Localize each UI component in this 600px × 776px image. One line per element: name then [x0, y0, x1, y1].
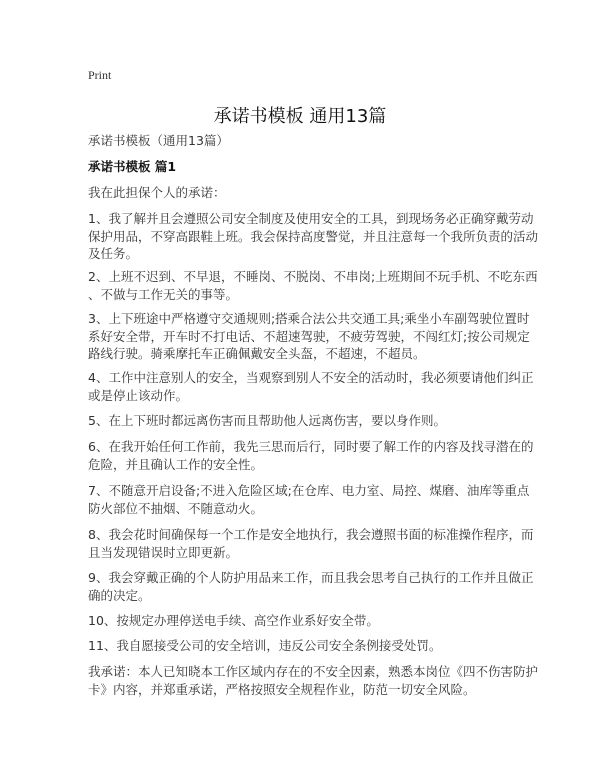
paragraph-line: 或是停止该动作。 [88, 387, 189, 403]
paragraph [88, 663, 538, 698]
paragraph-line: 8、我会花时间确保每一个工作是安全地执行，我会遵照书面的标准操作程序，而 [88, 527, 534, 542]
paragraph [88, 637, 441, 655]
paragraph [88, 412, 446, 430]
paragraph [88, 569, 533, 604]
paragraph-line: 系好安全带，开车时不打电话、不超速驾驶，不疲劳驾驶，不闯红灯;按公司规定 [88, 328, 530, 344]
paragraph-line: 且当发现错误时立即更新。 [88, 544, 239, 560]
paragraph [88, 310, 530, 363]
paragraph [88, 369, 533, 404]
paragraph-line: 7、不随意开启设备;不进入危险区域;在仓库、电力室、局控、煤磨、油库等重点 [88, 483, 530, 498]
paragraph-line: 1、我了解并且会遵照公司安全制度及使用安全的工具，到现场务必正确穿戴劳动 [88, 211, 534, 226]
paragraph [88, 612, 379, 630]
section-heading: 承诺书模板 篇1 [88, 159, 177, 174]
paragraph-line: 4、工作中注意别人的安全，当观察到别人不安全的活动时，我必须要请他们纠正 [88, 370, 534, 385]
paragraph-line: 10、按规定办理停送电手续、高空作业系好安全带。 [88, 613, 379, 628]
paragraph-line: 危险，并且确认工作的安全性。 [88, 456, 264, 472]
paragraph [88, 482, 529, 517]
paragraph-line: 防火部位不抽烟、不随意动火。 [88, 500, 264, 516]
paragraph-line: 路线行驶。骑乘摩托车正确佩戴安全头盔，不超速，不超员。 [88, 346, 426, 361]
paragraph [88, 210, 538, 263]
paragraph-line: 卡》内容，并郑重承诺，严格按照安全规程作业，防范一切安全风险。 [88, 681, 476, 697]
paragraph-line: 、不做与工作无关的事等。 [88, 286, 239, 302]
print-link[interactable]: Print [88, 68, 112, 82]
document-subtitle: 承诺书模板（通用13篇） [88, 133, 229, 148]
paragraph-line: 6、在我开始任何工作前，我先三思而后行，同时要了解工作的内容及找寻潜在的 [88, 439, 534, 454]
paragraph-line: 5、在上下班时都远离伤害而且帮助他人远离伤害，要以身作则。 [88, 413, 446, 428]
document-title: 承诺书模板 通用13篇 [213, 106, 387, 127]
paragraph [88, 438, 533, 473]
paragraph-line: 9、我会穿戴正确的个人防护用品来工作，而且我会思考自己执行的工作并且做正 [88, 570, 534, 585]
paragraph-line: 确的决定。 [88, 587, 151, 603]
intro-paragraph: 我在此担保个人的承诺： [88, 185, 226, 200]
paragraph [88, 526, 533, 561]
paragraph-line: 11、我自愿接受公司的安全培训，违反公司安全条例接受处罚。 [88, 638, 442, 653]
paragraph-line: 我承诺：本人已知晓本工作区域内存在的不安全因素，熟悉本岗位《四不伤害防护 [88, 664, 539, 679]
paragraph-line: 2、上班不迟到、不早退，不睡岗、不脱岗、不串岗;上班期间不玩手机、不吃东西 [88, 269, 538, 284]
paragraph-line: 保护用品，不穿高跟鞋上班。我会保持高度警觉，并且注意每一个我所负责的活动 [88, 228, 539, 244]
paragraph-line: 及任务。 [88, 246, 139, 261]
paragraph [88, 268, 538, 303]
paragraph-line: 3、上下班途中严格遵守交通规则;搭乘合法公共交通工具;乘坐小车副驾驶位置时 [88, 311, 530, 326]
